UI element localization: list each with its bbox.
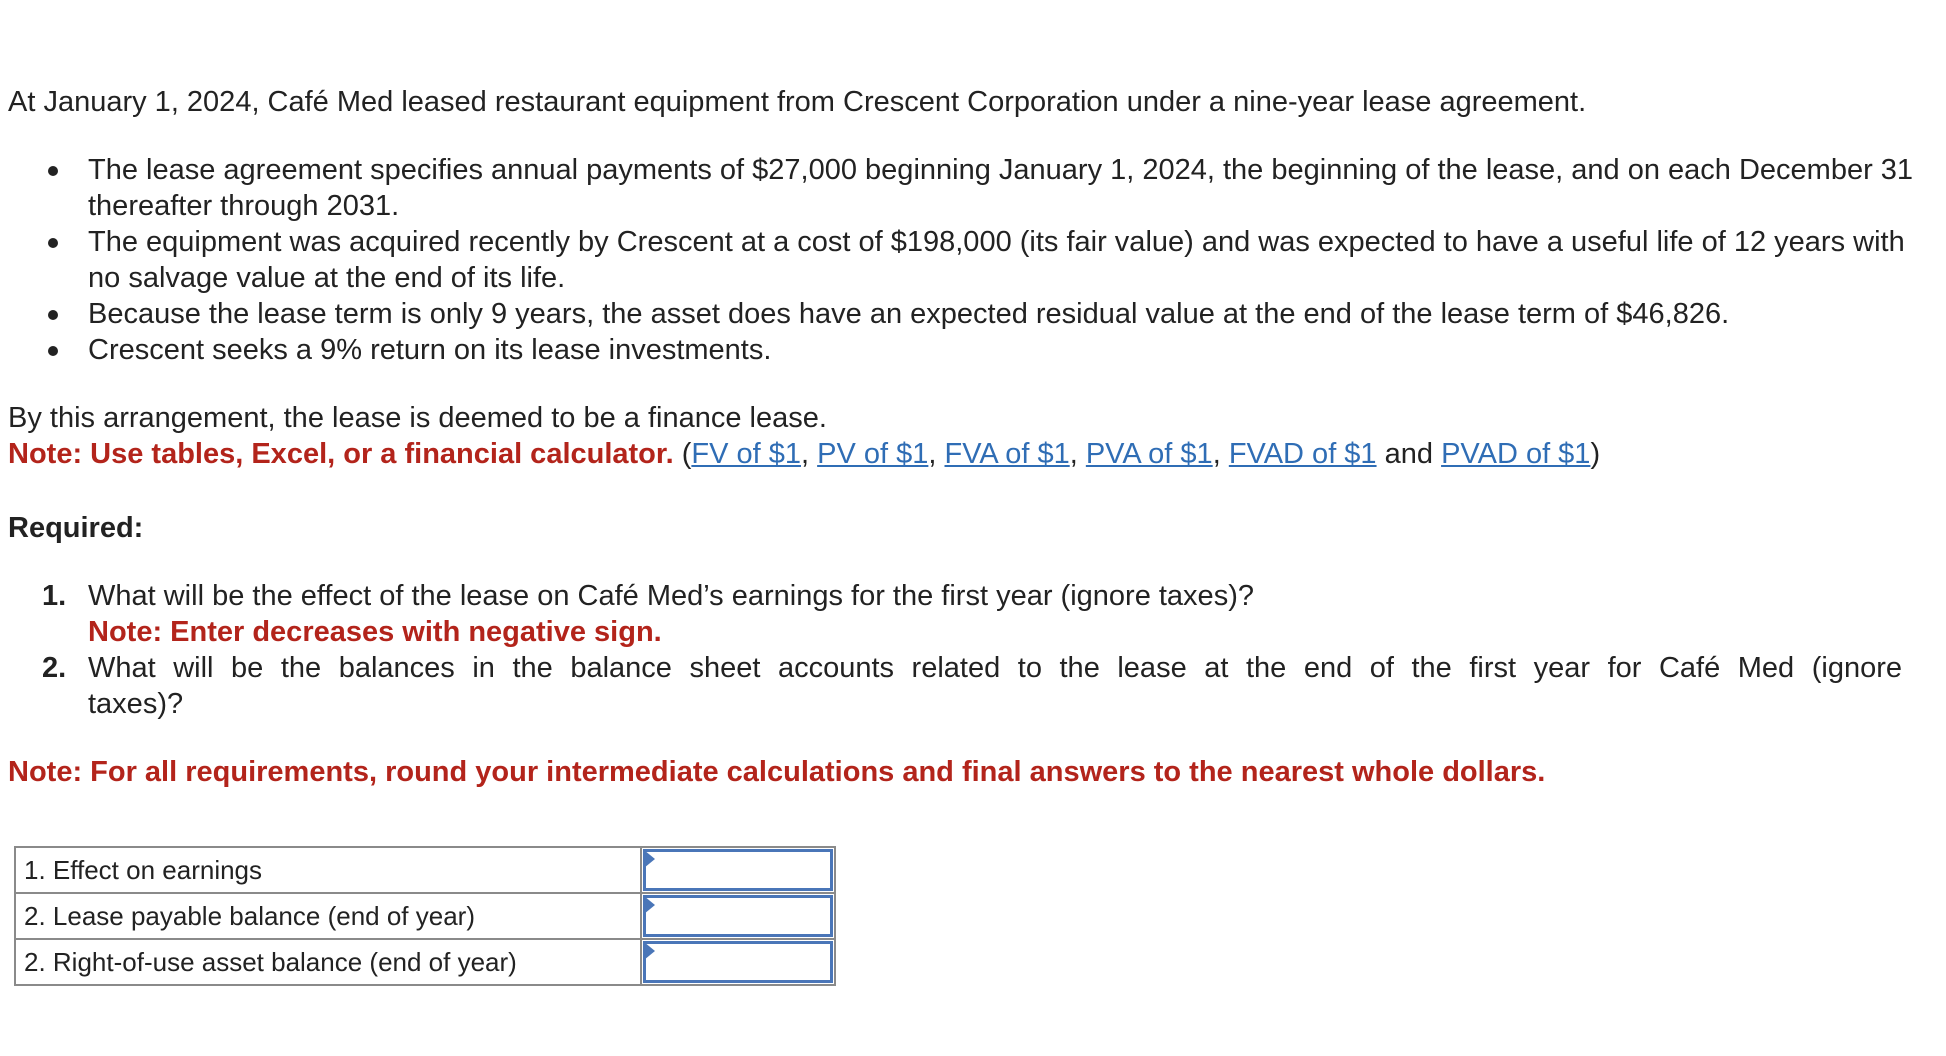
effect-on-earnings-box (643, 849, 833, 891)
lease-fact-item: The equipment was acquired recently by Crescent at a cost of $198,000 (its fair value) and was expected to have a useful life of 12 years with no salvage value at the end of its life. (88, 224, 1928, 296)
requirement-note: Note: Enter decreases with negative sign. (88, 616, 662, 648)
requirement-item (42, 650, 1928, 722)
effect-on-earnings-label: 1. Effect on earnings (15, 847, 641, 893)
table-row (15, 847, 835, 893)
answer-cell (641, 939, 835, 985)
rou-asset-box (643, 941, 833, 983)
fva-link[interactable]: FVA of $1 (944, 438, 1070, 470)
link-separator: , (928, 438, 945, 470)
answer-table (14, 846, 836, 986)
rou-asset-label: 2. Right-of-use asset balance (end of year) (15, 939, 641, 985)
lease-payable-input[interactable] (646, 900, 830, 936)
lease-payable-label: 2. Lease payable balance (end of year) (15, 893, 641, 939)
input-flag-icon (644, 942, 655, 960)
requirement-text: What will be the effect of the lease on Café Med’s earnings for the first year (ignore taxes)? (88, 580, 1254, 612)
requirement-text: What will be the balances in the balance sheet accounts related to the lease at the end of the first year for Café Med (ignore (88, 652, 1902, 684)
fvad-link[interactable]: FVAD of $1 (1228, 438, 1377, 470)
input-flag-icon (644, 850, 655, 868)
requirement-number: 2. (42, 652, 67, 684)
tables-note-line (8, 436, 1928, 472)
requirement-text-continued: taxes)? (88, 688, 184, 720)
requirements-list (8, 578, 1928, 722)
problem-content (8, 84, 1928, 986)
link-separator: , (1212, 438, 1229, 470)
required-heading: Required: (8, 512, 144, 544)
links-open-paren: ( (681, 438, 692, 470)
lease-fact-item: The lease agreement specifies annual payments of $27,000 beginning January 1, 2024, the beginning of the lease, and on each December 31 thereafter through 2031. (88, 152, 1928, 224)
answer-cell (641, 893, 835, 939)
table-row (15, 893, 835, 939)
lease-facts-list (8, 152, 1928, 368)
links-and: and (1376, 438, 1442, 470)
rounding-note: Note: For all requirements, round your intermediate calculations and final answers to the nearest whole dollars. (8, 756, 1546, 788)
answer-cell (641, 847, 835, 893)
pva-link[interactable]: PVA of $1 (1085, 438, 1213, 470)
lease-fact-item: Crescent seeks a 9% return on its lease investments. (88, 332, 1928, 368)
input-flag-icon (644, 896, 655, 914)
pvad-link[interactable]: PVAD of $1 (1441, 438, 1591, 470)
pv-link[interactable]: PV of $1 (817, 438, 929, 470)
requirement-item (42, 578, 1928, 650)
lease-fact-item: Because the lease term is only 9 years, the asset does have an expected residual value at the end of the lease term of $46,826. (88, 296, 1928, 332)
tables-note: Note: Use tables, Excel, or a financial calculator. (8, 438, 674, 470)
table-row (15, 939, 835, 985)
intro-text: At January 1, 2024, Café Med leased restaurant equipment from Crescent Corporation under a nine-year lease agreement. (8, 86, 1587, 118)
fv-link[interactable]: FV of $1 (691, 438, 801, 470)
link-separator: , (801, 438, 818, 470)
arrangement-text: By this arrangement, the lease is deemed to be a finance lease. (8, 402, 827, 434)
lease-payable-box (643, 895, 833, 937)
rou-asset-input[interactable] (646, 946, 830, 982)
links-close-paren: ) (1590, 438, 1601, 470)
link-separator: , (1069, 438, 1086, 470)
requirement-number: 1. (42, 580, 67, 612)
effect-on-earnings-input[interactable] (646, 854, 830, 890)
